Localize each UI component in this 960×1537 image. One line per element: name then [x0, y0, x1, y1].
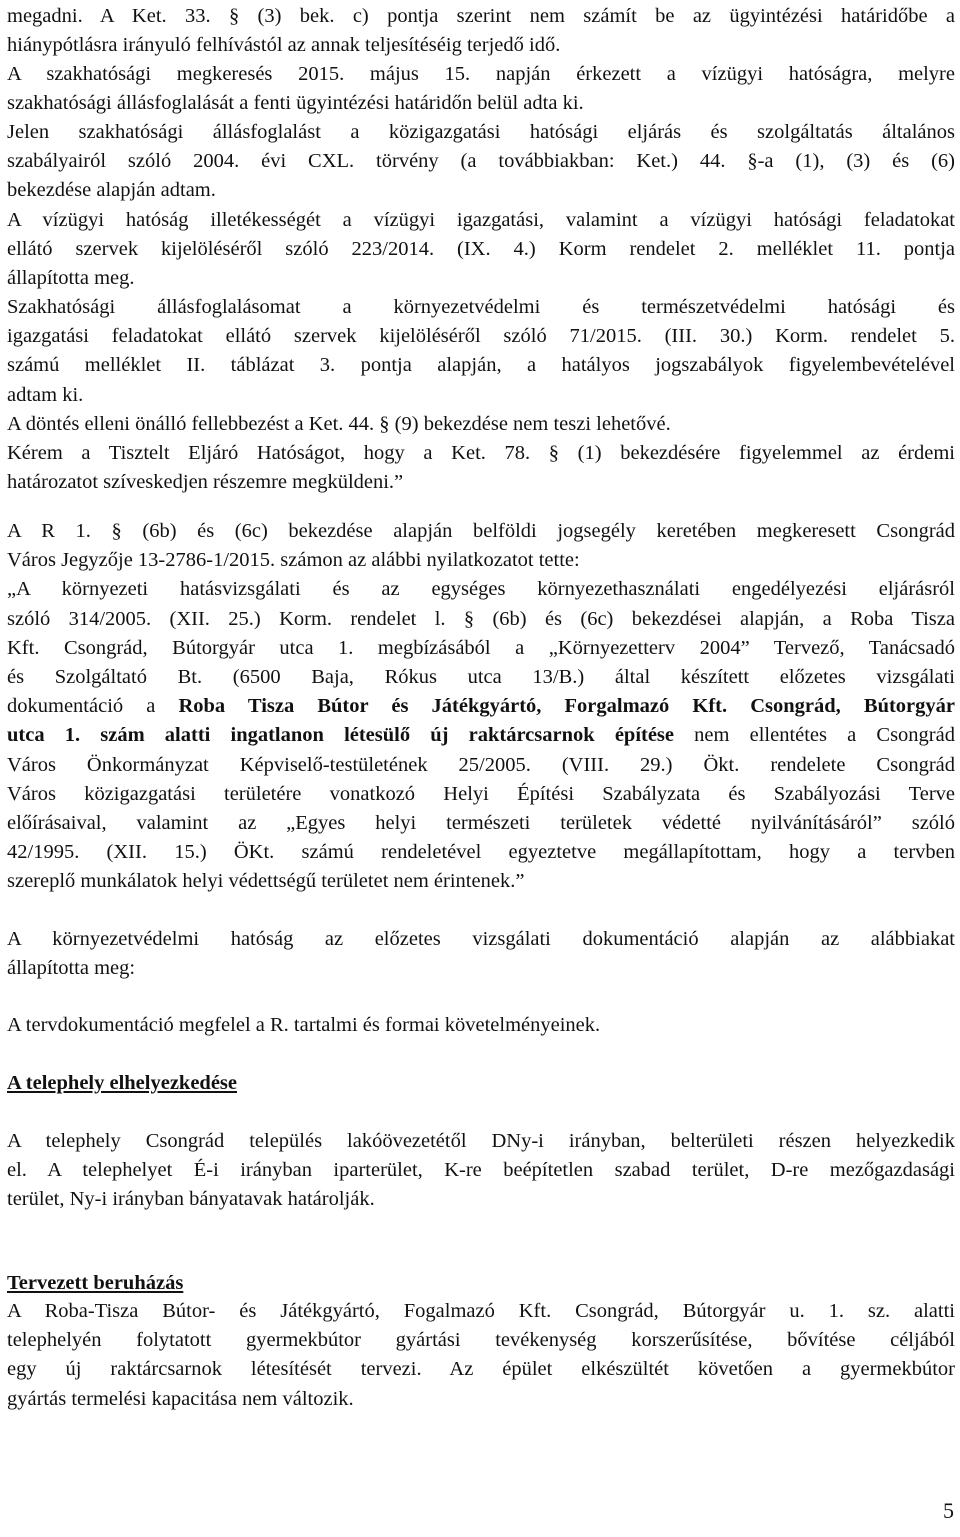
- text-line: telephelyén folytatott gyermekbútor gyártási tevékenység korszerűsítése, bővítése céljából: [7, 1329, 955, 1352]
- text-line: el. A telephelyet É-i irányban iparterület, K-re beépítetlen szabad terület, D-re mezőgazdasági: [7, 1159, 955, 1182]
- text-line: A döntés elleni önálló fellebbezést a Ket. 44. § (9) bekezdése nem teszi lehetővé.: [7, 413, 671, 435]
- paragraph-site-location: [7, 1127, 955, 1215]
- text-line: állapította meg:: [7, 957, 136, 980]
- paragraph-notary-statement: [7, 517, 955, 897]
- text-line: Város Jegyzője 13-2786-1/2015. számon az alábbi nyilatkozatot tette:: [7, 549, 580, 572]
- text-line: terület, Ny-i irányban bányatavak határolják.: [7, 1188, 375, 1211]
- paragraph-planned-investment: [7, 1297, 955, 1414]
- text-line: A tervdokumentáció megfelel a R. tartalmi és formai követelményeinek.: [7, 1014, 601, 1036]
- paragraph-opinion-basis: [7, 293, 955, 410]
- text-fragment: nem ellentétes a Csongrád: [674, 724, 955, 747]
- paragraph-request-date: [7, 60, 955, 118]
- text-line: állapította meg.: [7, 267, 135, 290]
- text-line: Jelen szakhatósági állásfoglalást a közigazgatási hatósági eljárás és szolgáltatás általános: [7, 121, 955, 143]
- text-line: „A környezeti hatásvizsgálati és az egységes környezethasználati engedélyezési eljárásról: [7, 578, 955, 601]
- paragraph-authority-findings: [7, 925, 955, 983]
- text-line: Kft. Csongrád, Bútorgyár utca 1. megbízásából a „Környezetterv 2004” Tervező, Tanácsadó: [7, 636, 955, 659]
- text-line: szereplő munkálatok helyi védettségű területet nem érintenek.”: [7, 870, 525, 893]
- section-heading-planned-investment: Tervezett beruházás: [7, 1272, 184, 1294]
- text-line: adtam ki.: [7, 383, 84, 406]
- text-line: gyártás termelési kapacitása nem változik.: [7, 1387, 354, 1410]
- text-line: szabályairól szóló 2004. évi CXL. törvény (a továbbiakban: Ket.) 44. §-a (1), (3) és (6): [7, 150, 955, 173]
- text-line: Város közigazgatási területére vonatkozó Helyi Építési Szabályzata és Szabályozási Terve: [7, 782, 955, 805]
- text-line: szakhatósági állásfoglalását a fenti ügyintézési határidőn belül adta ki.: [7, 92, 584, 115]
- text-line: A Roba-Tisza Bútor- és Játékgyártó, Fogalmazó Kft. Csongrád, Bútorgyár u. 1. sz. alatti: [7, 1300, 955, 1322]
- text-line: szóló 314/2005. (XII. 25.) Korm. rendelet l. § (6b) és (6c) bekezdései alapján, a Roba Tisza: [7, 607, 955, 630]
- project-name-bold: Roba Tisza Bútor és Játékgyártó, Forgalmazó Kft. Csongrád, Bútorgyár: [178, 695, 955, 718]
- paragraph-competence: [7, 206, 955, 294]
- text-line: ellátó szervek kijelöléséről szóló 223/2014. (IX. 4.) Korm rendelet 2. melléklet 11. pontja: [7, 238, 955, 261]
- text-line: A vízügyi hatóság illetékességét a vízügyi igazgatási, valamint a vízügyi hatósági feladatokat: [7, 209, 955, 231]
- text-fragment: dokumentáció a: [7, 695, 179, 718]
- text-line: Kérem a Tisztelt Eljáró Hatóságot, hogy a Ket. 78. § (1) bekezdésére figyelemmel az érdemi: [7, 442, 955, 464]
- paragraph-appeal: [7, 410, 955, 439]
- text-line: igazgatási feladatokat ellátó szervek kijelöléséről szóló 71/2015. (III. 30.) Korm. rendelet 5.: [7, 325, 955, 348]
- paragraph-deadline: [7, 2, 955, 60]
- paragraph-documentation-ok: [7, 1011, 955, 1040]
- page-number: 5: [943, 1498, 954, 1523]
- text-line: megadni. A Ket. 33. § (3) bek. c) pontja szerint nem számít be az ügyintézési határidőbe a: [7, 5, 955, 27]
- project-name-bold: utca 1. szám alatti ingatlanon létesülő új raktárcsarnok építése: [7, 724, 675, 747]
- text-line: határozatot szíveskedjen részemre megküldeni.”: [7, 471, 404, 494]
- text-line: és Szolgáltató Bt. (6500 Baja, Rókus utca 13/B.) által készített előzetes vizsgálati: [7, 666, 955, 689]
- text-line: A szakhatósági megkeresés 2015. május 15. napján érkezett a vízügyi hatóságra, melyre: [7, 63, 955, 85]
- text-line: [7, 721, 955, 750]
- text-line: A telephely Csongrád település lakóövezetétől DNy-i irányban, belterületi részen helyezkedik: [7, 1130, 955, 1152]
- text-line: számú melléklet II. táblázat 3. pontja alapján, a hatályos jogszabályok figyelembevételével: [7, 354, 955, 377]
- text-line: előírásaival, valamint az „Egyes helyi természeti területek védetté nyilvánításáról” szóló: [7, 812, 955, 835]
- text-line: 42/1995. (XII. 15.) ÖKt. számú rendeletével egyeztetve megállapítottam, hogy a tervben: [7, 841, 955, 864]
- section-heading-site-location: A telephely elhelyezkedése: [7, 1072, 238, 1094]
- paragraph-request-send: [7, 439, 955, 497]
- text-line: Város Önkormányzat Képviselő-testületének 25/2005. (VIII. 29.) Ökt. rendelete Csongrád: [7, 753, 955, 776]
- paragraph-legal-basis: [7, 118, 955, 206]
- text-line: bekezdése alapján adtam.: [7, 179, 216, 202]
- text-line: egy új raktárcsarnok létesítését tervezi. Az épület elkészültét követően a gyermekbútor: [7, 1358, 955, 1381]
- text-line: Szakhatósági állásfoglalásomat a környezetvédelmi és természetvédelmi hatósági és: [7, 296, 955, 318]
- text-line: hiánypótlásra irányuló felhívástól az annak teljesítéséig terjedő idő.: [7, 34, 561, 57]
- text-line: [7, 692, 955, 721]
- text-line: A R 1. § (6b) és (6c) bekezdése alapján belföldi jogsegély keretében megkeresett Csongrád: [7, 520, 955, 542]
- text-line: A környezetvédelmi hatóság az előzetes vizsgálati dokumentáció alapján az alábbiakat: [7, 928, 955, 950]
